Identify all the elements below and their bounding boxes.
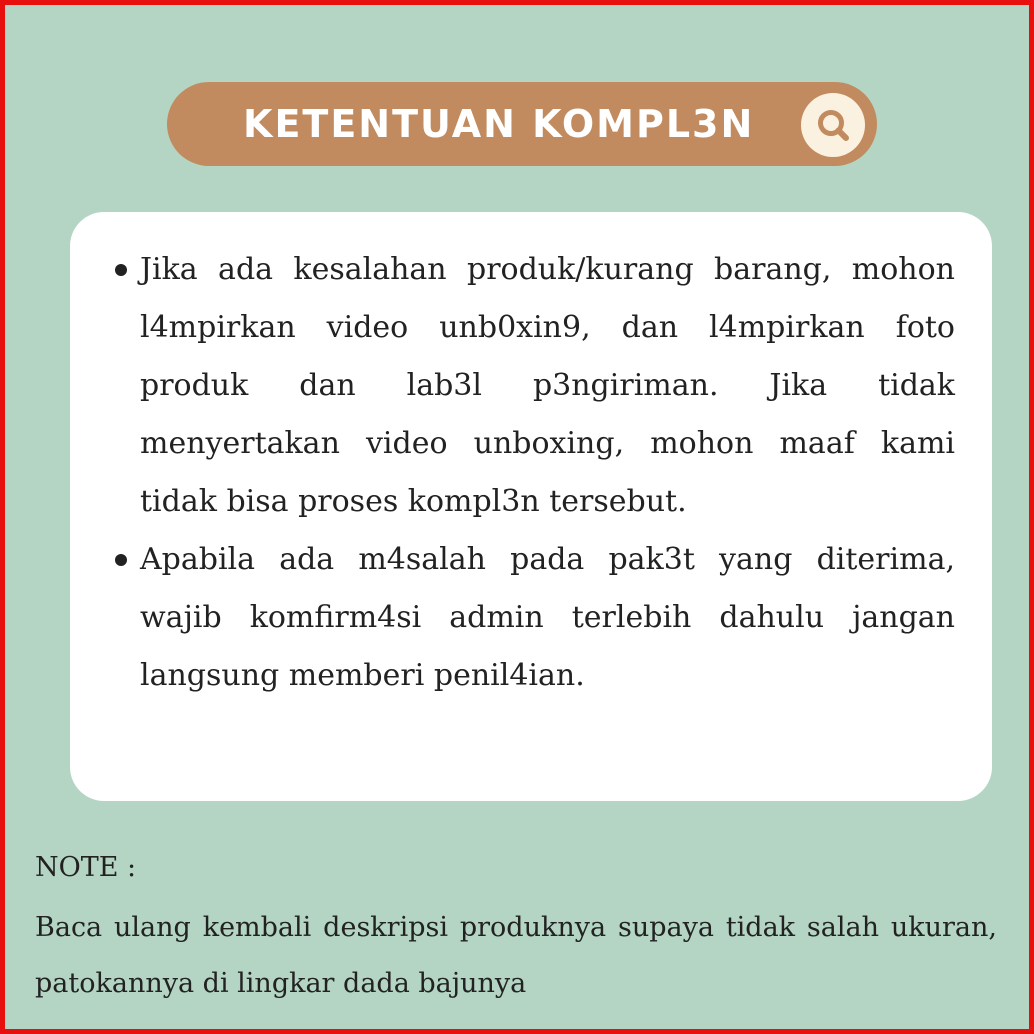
bullet-icon bbox=[115, 554, 127, 566]
bullet-icon bbox=[115, 264, 127, 276]
rule-text: Apabila ada m4salah pada pak3t yang diterima, wajib komfirm4si admin terlebih dahulu jangan langsung memberi penil4ian. bbox=[140, 542, 955, 693]
rules-list bbox=[140, 241, 955, 705]
rule-item bbox=[140, 531, 955, 705]
page-title: KETENTUAN KOMPL3N bbox=[243, 102, 755, 146]
search-badge bbox=[801, 93, 865, 157]
note-text: Baca ulang kembali deskripsi produknya supaya tidak salah ukuran, patokannya di lingkar dada bajunya bbox=[35, 912, 997, 999]
search-icon bbox=[813, 105, 853, 145]
note-heading: NOTE : bbox=[35, 852, 137, 883]
rule-text: Jika ada kesalahan produk/kurang barang, mohon l4mpirkan video unb0xin9, dan l4mpirkan foto produk dan lab3l p3ngiriman. Jika tidak menyertakan video unboxing, mohon maaf kami tidak bisa proses kompl3n tersebut. bbox=[140, 252, 955, 519]
rule-item bbox=[140, 241, 955, 531]
